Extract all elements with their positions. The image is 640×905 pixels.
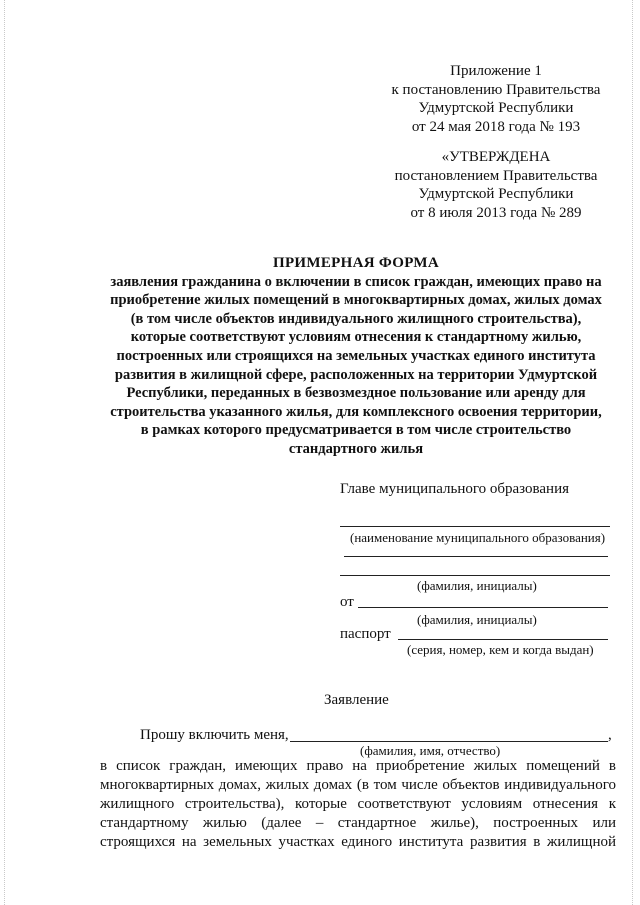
body-line: стандартному жилью (далее – стандартное жилье), построенных или	[100, 815, 616, 831]
approved-line: постановлением Правительства	[394, 167, 598, 184]
approved-line: «УТВЕРЖДЕНА	[441, 149, 551, 165]
request-text: Прошу включить меня,	[140, 727, 289, 743]
title-line: в рамках которого предусматривается в том числе строительство	[140, 422, 572, 439]
title-line: (в том числе объектов индивидуального жилищного строительства),	[130, 310, 582, 327]
form-heading: ПРИМЕРНАЯ ФОРМА	[272, 255, 439, 271]
title-line: построенных или строящихся на земельных участках единого института	[116, 347, 596, 364]
title-line: развития в жилищной сфере, расположенных на территории Удмуртской	[114, 366, 598, 383]
from-label: от	[340, 594, 354, 610]
title-line: приобретение жилых помещений в многоквартирных домах, жилых домах	[110, 292, 602, 309]
municipality-field[interactable]	[340, 526, 610, 527]
statement-title: Заявление	[324, 692, 389, 708]
body-line: жилищного строительства), которые соответствуют условиям отнесения к	[100, 796, 616, 812]
municipality-caption: (наименование муниципального образования)	[350, 530, 606, 545]
appendix-line: Удмуртской Республики	[418, 100, 574, 116]
body-line: в список граждан, имеющих право на приобретение жилых помещений в	[100, 758, 616, 774]
title-line: строительства указанного жилья, для комплексного освоения территории,	[110, 403, 602, 420]
form-title	[92, 254, 620, 459]
applicant-name-line-1[interactable]	[344, 556, 608, 557]
title-line: стандартного жилья	[288, 440, 424, 457]
applicant-name-line-2[interactable]	[340, 575, 610, 576]
to-head-label: Главе муниципального образования	[340, 481, 570, 497]
body-line: строящихся на земельных участках единого института развития в жилищной	[100, 834, 616, 850]
approved-line: от 8 июля 2013 года № 289	[410, 204, 582, 221]
title-line: которые соответствуют условиям отнесения к стандартному жилью,	[130, 329, 582, 346]
passport-label: паспорт	[340, 626, 391, 642]
fio-caption: (фамилия, имя, отчество)	[360, 743, 501, 758]
from-name-field[interactable]	[358, 607, 608, 608]
body-line: многоквартирных домах, жилых домах (в том числе объектов индивидуального	[100, 777, 616, 793]
from-name-caption: (фамилия, инициалы)	[417, 612, 537, 627]
request-comma: ,	[608, 727, 612, 743]
approved-block	[386, 148, 606, 222]
appendix-line: к постановлению Правительства	[391, 81, 601, 98]
appendix-block	[386, 62, 606, 136]
applicant-name-caption: (фамилия, инициалы)	[417, 578, 537, 593]
scan-edge-left	[4, 0, 6, 905]
title-line: Республики, переданных в безвозмездное пользование или аренду для	[126, 385, 586, 402]
passport-field[interactable]	[398, 639, 608, 640]
appendix-line: от 24 мая 2018 года № 193	[411, 118, 581, 135]
statement-body	[100, 757, 616, 852]
fio-field[interactable]	[290, 741, 608, 742]
appendix-line: Приложение 1	[450, 63, 542, 79]
passport-caption: (серия, номер, кем и когда выдан)	[407, 642, 594, 657]
scan-edge-right	[632, 0, 634, 905]
approved-line: Удмуртской Республики	[418, 186, 574, 202]
title-line: заявления гражданина о включении в список граждан, имеющих право на	[110, 273, 602, 290]
